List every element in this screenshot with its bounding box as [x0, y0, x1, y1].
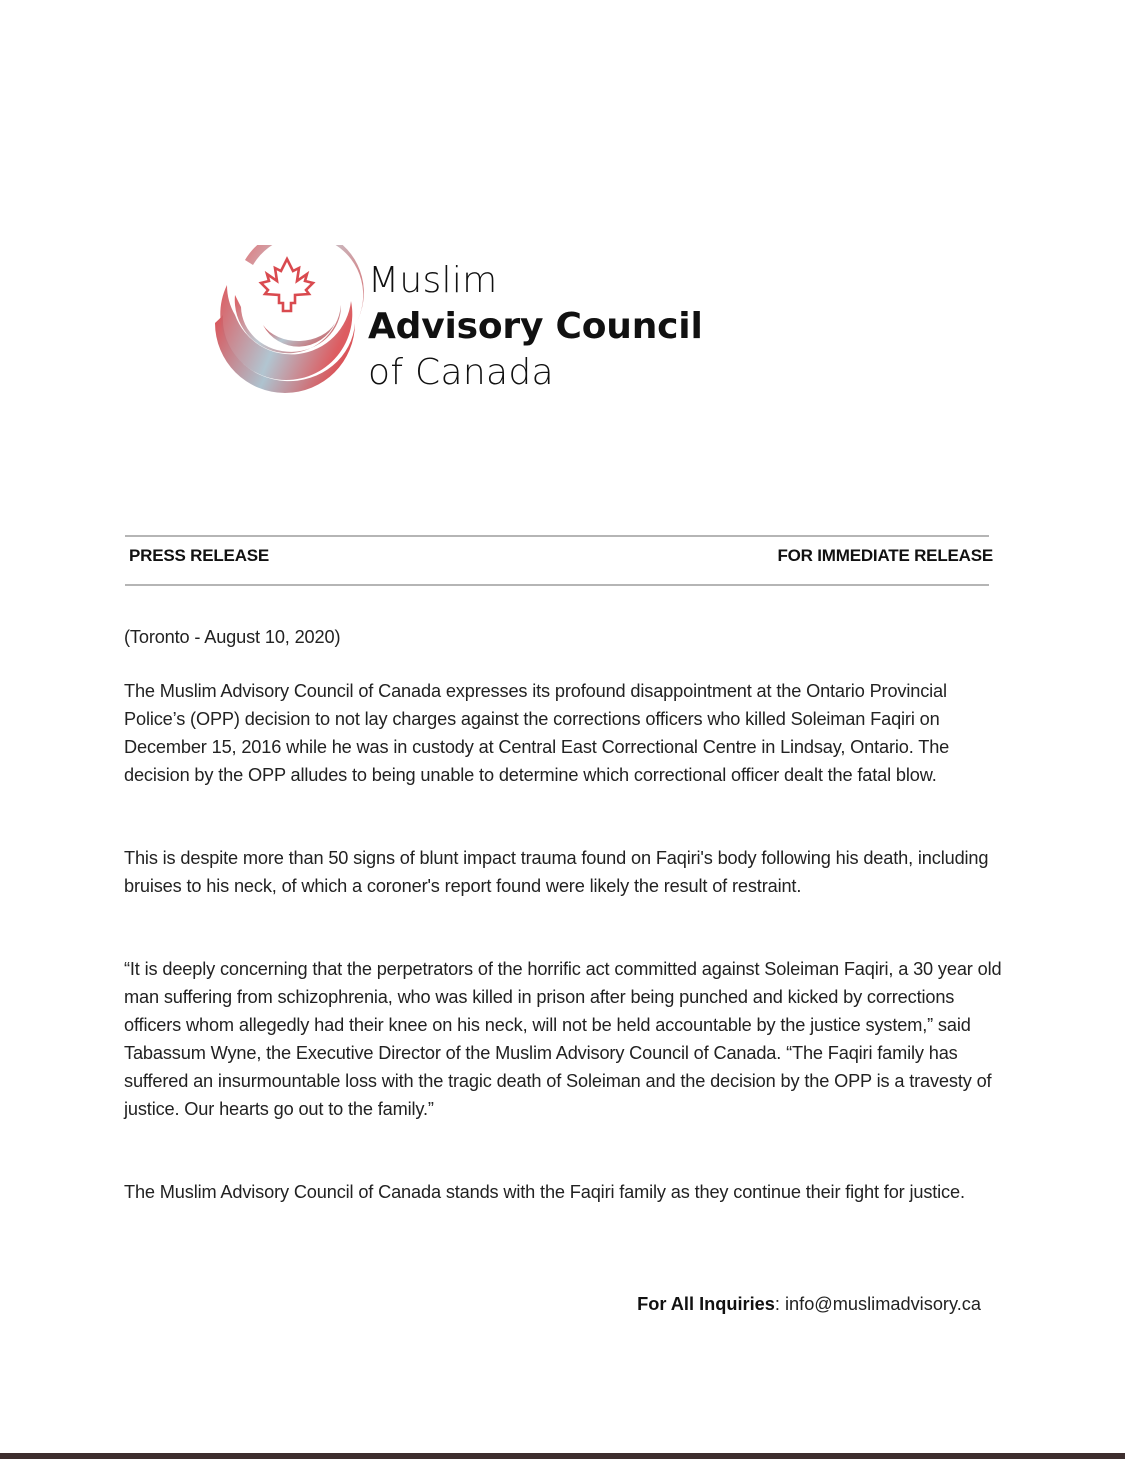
footer-bar	[0, 1453, 1125, 1459]
body-paragraph: The Muslim Advisory Council of Canada expresses its profound disappointment at the Ontario Provincial Police’s (OPP) decision to not lay charges against the corrections officers who killed Soleiman Faqiri on December 15, 2016 while he was in custody at Central East Correctional Centre in Lindsay, Ontario. The decision by the OPP alludes to being unable to determine which correctional officer dealt the fatal blow.	[124, 681, 950, 785]
logo-line-of-canada: of Canada	[368, 352, 554, 393]
logo-line-muslim: Muslim	[368, 260, 498, 301]
contact-separator: :	[774, 1294, 785, 1314]
header-divider-top	[125, 535, 989, 537]
body-paragraph: The Muslim Advisory Council of Canada stands with the Faqiri family as they continue their fight for justice.	[124, 1182, 965, 1202]
logo-line-advisory-council: Advisory Council	[368, 306, 703, 347]
body-paragraph: This is despite more than 50 signs of blunt impact trauma found on Faqiri's body following his death, including bruises to his neck, of which a coroner's report found were likely the result of restraint.	[124, 848, 989, 896]
contact-email-link[interactable]: info@muslimadvisory.ca	[784, 1294, 981, 1314]
contact-label: For All Inquiries	[637, 1294, 775, 1314]
organization-name	[368, 258, 703, 396]
dateline: (Toronto - August 10, 2020)	[124, 627, 341, 647]
header-divider-bottom	[125, 584, 989, 586]
immediate-release-label: FOR IMMEDIATE RELEASE	[777, 546, 993, 565]
contact-line	[637, 1290, 981, 1318]
press-release-label: PRESS RELEASE	[129, 546, 270, 565]
organization-logo-icon	[205, 245, 365, 400]
body-paragraph-quote: “It is deeply concerning that the perpetrators of the horrific act committed against Soleiman Faqiri, a 30 year old man suffering from schizophrenia, who was killed in prison after being punched and kicked by corrections officers whom allegedly had their knee on his neck, will not be held accountable by the justice system,” said Tabassum Wyne, the Executive Director of the Muslim Advisory Council of Canada. “The Faqiri family has suffered an insurmountable loss with the tragic death of Soleiman and the decision by the OPP is a travesty of justice. Our hearts go out to the family.”	[124, 959, 1002, 1119]
